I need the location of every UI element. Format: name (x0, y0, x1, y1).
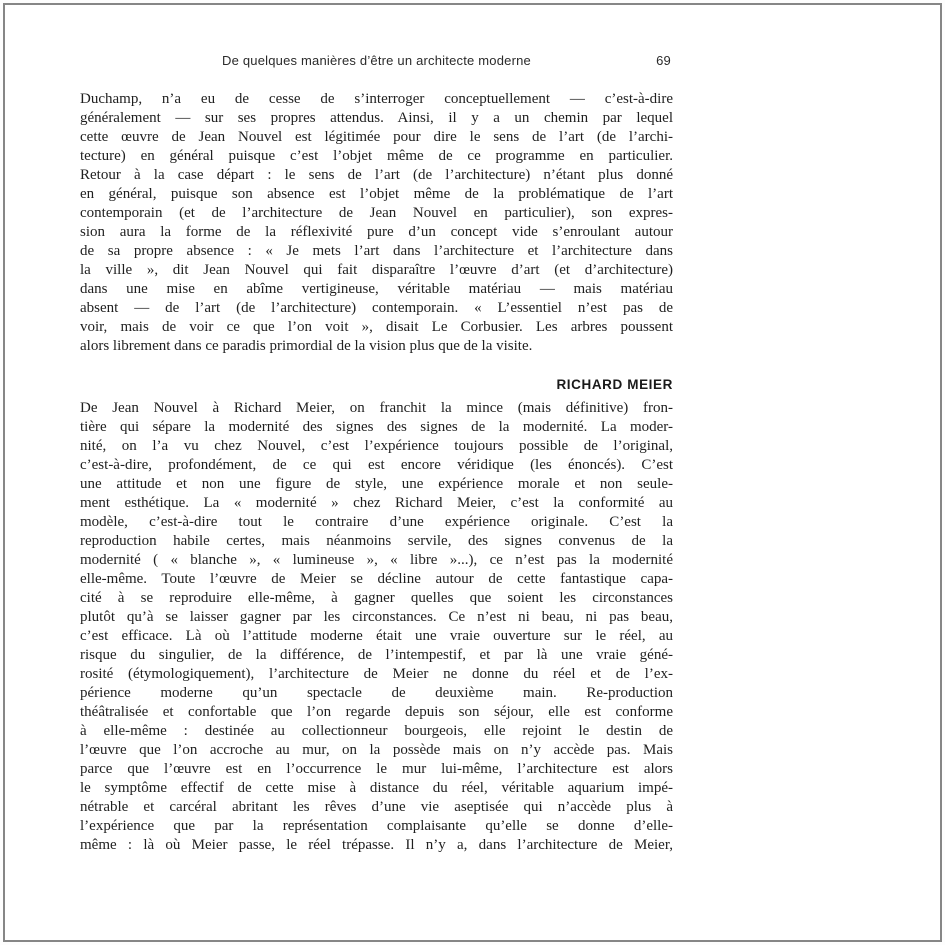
text-line: cité à se reproduire elle-même, à gagner quelles que soient les circonstances (80, 590, 673, 606)
text-line: Retour à la case départ : le sens de l’art (de l’architecture) n’étant plus donné (80, 167, 673, 183)
paragraph-duchamp-nouvel (80, 90, 673, 356)
running-head-title: De quelques manières d’être un architecte moderne (222, 53, 531, 68)
text-line: une attitude et non une figure de style, une expérience morale et non seule- (80, 476, 673, 492)
text-line: modernité ( « blanche », « lumineuse », « libre »...), ce n’est pas la modernité (80, 552, 673, 568)
text-line: cette œuvre de Jean Nouvel est légitimée pour dire le sens de l’art (de l’archi- (80, 129, 673, 145)
text-line: risque du singulier, de la différence, de l’intempestif, et par là une vraie géné- (80, 647, 673, 663)
text-line: l’œuvre que l’on accroche au mur, on la possède mais on n’y accède pas. Mais (80, 742, 673, 758)
text-line: le symptôme effectif de cette mise à distance du réel, véritable aquarium impé- (80, 780, 673, 796)
text-line: dans une mise en abîme vertigineuse, véritable matériau — mais matériau (80, 281, 673, 297)
text-line: même : là où Meier passe, le réel trépasse. Il n’y a, dans l’architecture de Meier, (80, 837, 673, 853)
text-line: nité, on l’a vu chez Nouvel, c’est l’expérience toujours possible de l’original, (80, 438, 673, 454)
page-number: 69 (656, 53, 671, 68)
text-line: nétrable et carcéral abritant les rêves d’une vie aseptisée qui n’accède plus à (80, 799, 673, 815)
text-line: c’est-à-dire, profondément, de ce qui est encore véridique (les énoncés). C’est (80, 457, 673, 473)
text-line: rosité (étymologiquement), l’architecture de Meier ne donne du réel et de l’ex- (80, 666, 673, 682)
text-line: tecture) en général puisque c’est l’objet même de ce programme en particulier. (80, 148, 673, 164)
text-line: en général, puisque son absence est l’objet même de la problématique de l’art (80, 186, 673, 202)
text-line: sion aura la forme de la réflexivité pure d’un concept vide s’enroulant autour (80, 224, 673, 240)
page-frame-border (3, 3, 942, 942)
text-block (80, 54, 673, 855)
text-line: elle-même. Toute l’œuvre de Meier se décline autour de cette fantastique capa- (80, 571, 673, 587)
text-line: tière qui sépare la modernité des signes des signes de la modernité. La moder- (80, 419, 673, 435)
section-heading-richard-meier: RICHARD MEIER (556, 377, 673, 392)
text-line: généralement — sur ses propres attendus. Ainsi, il y a un chemin par lequel (80, 110, 673, 126)
text-line: périence moderne qu’un spectacle de deuxième main. Re-production (80, 685, 673, 701)
text-line: la ville », dit Jean Nouvel qui fait disparaître l’œuvre d’art (et d’architecture) (80, 262, 673, 278)
text-line: contemporain (et de l’architecture de Jean Nouvel en particulier), son expres- (80, 205, 673, 221)
running-head (80, 54, 673, 68)
text-line: absent — de l’art (de l’architecture) contemporain. « L’essentiel n’est pas de (80, 300, 673, 316)
text-line: modèle, c’est-à-dire tout le contraire d’une expérience originale. C’est la (80, 514, 673, 530)
text-line: ment esthétique. La « modernité » chez Richard Meier, c’est la conformité au (80, 495, 673, 511)
text-line: De Jean Nouvel à Richard Meier, on franchit la mince (mais définitive) fron- (80, 400, 673, 416)
paragraph-richard-meier (80, 399, 673, 855)
text-line: de sa propre absence : « Je mets l’art dans l’architecture et l’architecture dans (80, 243, 673, 259)
text-line: alors librement dans ce paradis primordial de la vision plus que de la visite. (80, 338, 533, 354)
text-line: parce que l’œuvre est en l’occurrence le mur lui-même, l’architecture est alors (80, 761, 673, 777)
text-line: reproduction habile certes, mais néanmoins servile, des signes convenus de la (80, 533, 673, 549)
text-line: plutôt qu’à se laisser gagner par les circonstances. Ce n’est ni beau, ni pas beau, (80, 609, 673, 625)
text-line: Duchamp, n’a eu de cesse de s’interroger conceptuellement — c’est-à-dire (80, 91, 673, 107)
text-line: à elle-même : destinée au collectionneur bourgeois, elle rejoint le destin de (80, 723, 673, 739)
text-line: l’expérience que par la représentation complaisante qu’elle se donne d’elle- (80, 818, 673, 834)
text-line: c’est efficace. Là où l’attitude moderne était une vraie ouverture sur le réel, au (80, 628, 673, 644)
text-line: voir, mais de voir ce que l’on voit », disait Le Corbusier. Les arbres poussent (80, 319, 673, 335)
text-line: théâtralisée et confortable que l’on regarde depuis son séjour, elle est conforme (80, 704, 673, 720)
